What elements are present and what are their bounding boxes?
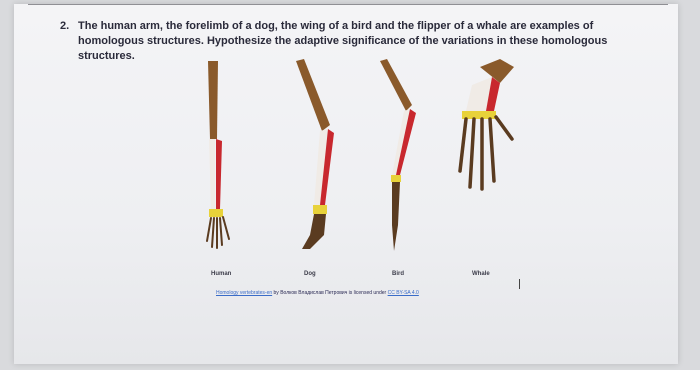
- homology-figure: [180, 55, 540, 255]
- dog-humerus: [296, 59, 330, 131]
- question-text: The human arm, the forelimb of a dog, the wing of a bird and the flipper of a whale are examples of homologous structures. Hypothesize the adaptive significance of the variations in these homologous structures.: [78, 20, 608, 62]
- limb-illustration: [180, 55, 540, 255]
- bird-carpals: [391, 175, 401, 182]
- license-link[interactable]: CC BY-SA 4.0: [387, 290, 419, 296]
- whale-limb: [460, 59, 514, 189]
- human-humerus: [208, 61, 218, 139]
- credit-source-link[interactable]: Homology vertebrates-en: [216, 290, 273, 296]
- human-hand: [207, 217, 229, 248]
- credit-text: by Волков Владислав Петрович is licensed under: [272, 290, 388, 296]
- dog-paw: [302, 214, 326, 249]
- human-radius: [216, 139, 222, 209]
- dog-carpals: [313, 205, 327, 214]
- dog-limb: [296, 59, 334, 249]
- label-whale: Whale: [472, 271, 490, 277]
- top-rule: [28, 4, 668, 5]
- label-dog: Dog: [304, 271, 316, 277]
- human-ulna: [209, 139, 215, 209]
- text-cursor: [519, 279, 520, 289]
- human-limb: [207, 61, 229, 248]
- whale-humerus: [480, 59, 514, 83]
- bird-limb: [380, 59, 416, 251]
- label-bird: Bird: [392, 271, 404, 277]
- label-human: Human: [211, 271, 232, 277]
- image-credit: [216, 290, 419, 296]
- human-carpals: [209, 209, 223, 217]
- bird-digits: [392, 182, 400, 251]
- bird-humerus: [380, 59, 412, 111]
- question-number: 2.: [60, 20, 70, 32]
- whale-hand: [460, 117, 512, 189]
